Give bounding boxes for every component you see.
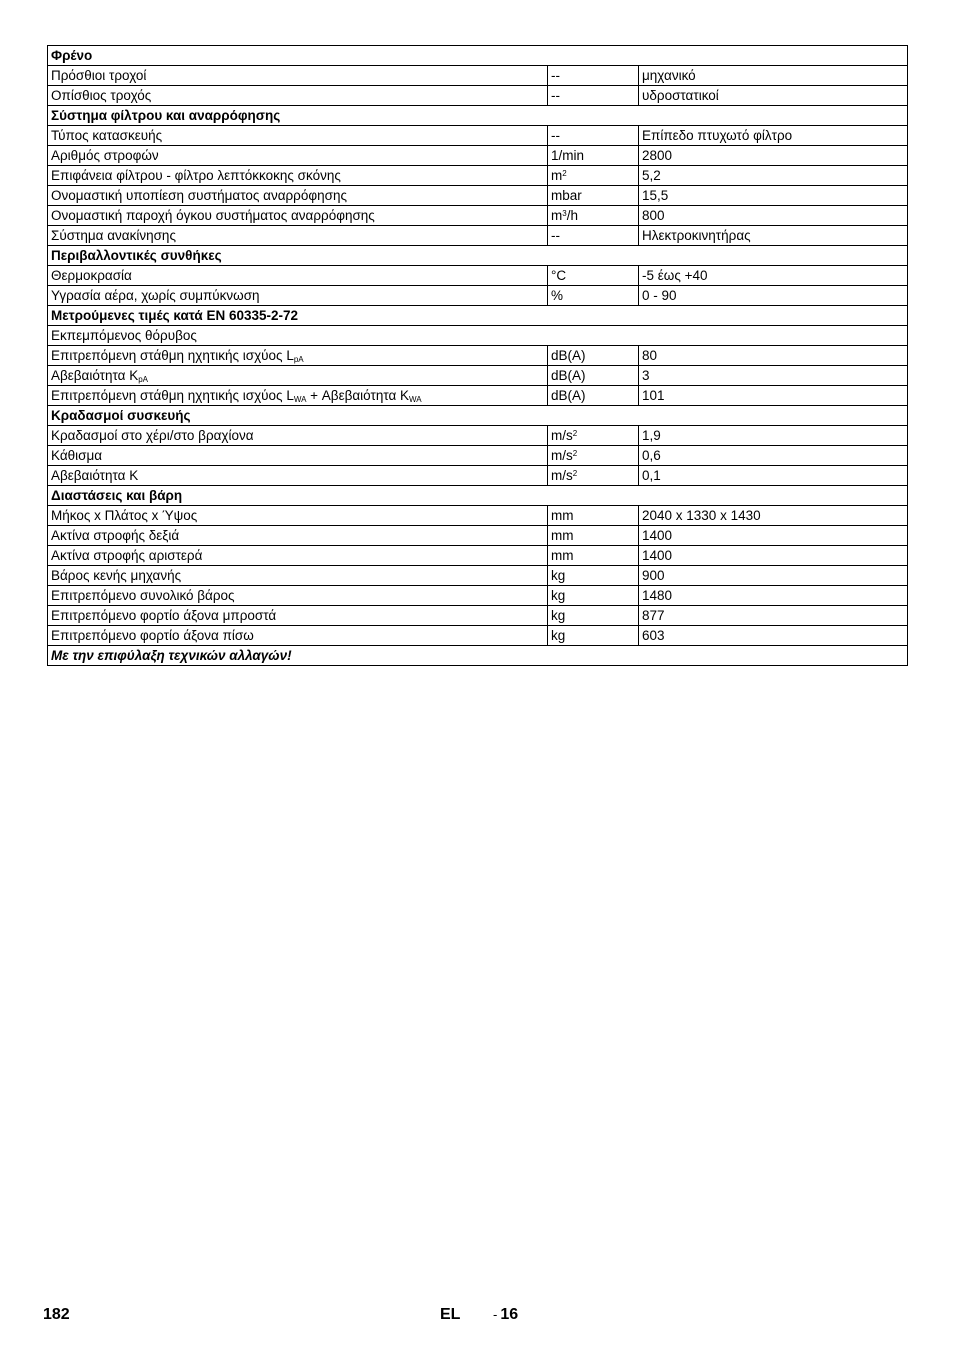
unit-cell	[548, 506, 639, 526]
unit-label: mm	[551, 508, 574, 523]
table-row	[48, 546, 908, 566]
table-row	[48, 246, 908, 266]
unit-cell	[548, 346, 639, 366]
superscript: 2	[572, 469, 578, 478]
parameter-label: Αβεβαιότητα K	[51, 368, 139, 383]
table-row	[48, 626, 908, 646]
subscript: pA	[138, 375, 149, 384]
table-row	[48, 126, 908, 146]
table-row	[48, 406, 908, 426]
parameter-label: Επιτρεπόμενο φορτίο άξονα μπροστά	[51, 608, 277, 623]
parameter-cell	[48, 286, 548, 306]
table-row	[48, 306, 908, 326]
language-code: EL	[440, 1306, 461, 1323]
section-page-number	[493, 1306, 518, 1324]
parameter-cell	[48, 66, 548, 86]
value-cell	[639, 286, 908, 306]
parameter-cell	[48, 386, 548, 406]
unit-label: kg	[551, 628, 566, 643]
section-header	[48, 406, 908, 426]
unit-cell	[548, 446, 639, 466]
value-label: 877	[642, 608, 665, 623]
unit-label: m	[551, 208, 563, 223]
unit-label: kg	[551, 568, 566, 583]
value-label: 2800	[642, 148, 673, 163]
value-label: 900	[642, 568, 665, 583]
unit-label: dB(A)	[551, 348, 586, 363]
value-cell	[639, 606, 908, 626]
parameter-label: Επιτρεπόμενη στάθμη ηχητικής ισχύος L	[51, 388, 294, 403]
parameter-label: Ονομαστική παροχή όγκου συστήματος αναρρόφησης	[51, 208, 375, 223]
cell-text: Μετρούμενες τιμές κατά EN 60335-2-72	[51, 308, 299, 323]
value-cell	[639, 126, 908, 146]
section-header	[48, 46, 908, 66]
parameter-label: Επιτρεπόμενο φορτίο άξονα πίσω	[51, 628, 254, 643]
table-row	[48, 446, 908, 466]
table-row	[48, 226, 908, 246]
unit-cell	[548, 226, 639, 246]
unit-label: dB(A)	[551, 368, 586, 383]
parameter-label: Ακτίνα στροφής αριστερά	[51, 548, 203, 563]
parameter-label: Ακτίνα στροφής δεξιά	[51, 528, 180, 543]
table-row	[48, 606, 908, 626]
unit-label: mm	[551, 548, 574, 563]
parameter-cell	[48, 166, 548, 186]
parameter-cell	[48, 606, 548, 626]
parameter-cell	[48, 466, 548, 486]
parameter-label: Αβεβαιότητα K	[51, 468, 139, 483]
value-cell	[639, 366, 908, 386]
superscript: 2	[572, 429, 578, 438]
value-cell	[639, 506, 908, 526]
unit-cell	[548, 466, 639, 486]
parameter-label: Μήκος x Πλάτος x Ύψος	[51, 508, 198, 523]
unit-label: --	[551, 68, 560, 83]
value-label: 603	[642, 628, 665, 643]
value-cell	[639, 386, 908, 406]
parameter-label-cont: + Αβεβαιότητα K	[306, 388, 410, 403]
value-cell	[639, 586, 908, 606]
section-header	[48, 486, 908, 506]
value-label: 1400	[642, 528, 673, 543]
table-row	[48, 326, 908, 346]
parameter-label: Θερμοκρασία	[51, 268, 132, 283]
parameter-cell	[48, 506, 548, 526]
value-cell	[639, 146, 908, 166]
value-label: 5,2	[642, 168, 661, 183]
table-row	[48, 486, 908, 506]
table-row	[48, 466, 908, 486]
table-row	[48, 346, 908, 366]
unit-cell	[548, 206, 639, 226]
table-row	[48, 46, 908, 66]
value-label: 101	[642, 388, 665, 403]
subscript: pA	[293, 355, 304, 364]
unit-cell	[548, 86, 639, 106]
unit-cell	[548, 426, 639, 446]
unit-label: --	[551, 228, 560, 243]
parameter-label: Υγρασία αέρα, χωρίς συμπύκνωση	[51, 288, 260, 303]
unit-cell	[548, 606, 639, 626]
superscript: 2	[572, 449, 578, 458]
value-label: μηχανικό	[642, 68, 696, 83]
value-label: 15,5	[642, 188, 669, 203]
value-cell	[639, 426, 908, 446]
parameter-label: Αριθμός στροφών	[51, 148, 159, 163]
table-row	[48, 366, 908, 386]
unit-label-cont: /h	[566, 208, 578, 223]
cell-text: Σύστημα φίλτρου και αναρρόφησης	[51, 108, 281, 123]
unit-label: %	[551, 288, 564, 303]
value-cell	[639, 166, 908, 186]
value-label: υδροστατικοί	[642, 88, 719, 103]
parameter-cell	[48, 586, 548, 606]
table-row	[48, 386, 908, 406]
value-cell	[639, 626, 908, 646]
unit-cell	[548, 126, 639, 146]
parameter-label: Οπίσθιος τροχός	[51, 88, 152, 103]
value-label: Επίπεδο πτυχωτό φίλτρο	[642, 128, 793, 143]
table-row	[48, 86, 908, 106]
parameter-cell	[48, 126, 548, 146]
value-cell	[639, 86, 908, 106]
unit-cell	[548, 146, 639, 166]
parameter-cell	[48, 366, 548, 386]
unit-label: mm	[551, 528, 574, 543]
value-label: 2040 x 1330 x 1430	[642, 508, 761, 523]
subscript: WA	[293, 395, 307, 404]
unit-cell	[548, 166, 639, 186]
technical-data-table	[47, 45, 908, 666]
unit-cell	[548, 526, 639, 546]
unit-cell	[548, 546, 639, 566]
parameter-label: Ονομαστική υποπίεση συστήματος αναρρόφησης	[51, 188, 347, 203]
parameter-cell	[48, 346, 548, 366]
parameter-cell	[48, 626, 548, 646]
parameter-label: Επιφάνεια φίλτρου - φίλτρο λεπτόκκοκης σκόνης	[51, 168, 341, 183]
value-label: 1400	[642, 548, 673, 563]
subscript: WA	[409, 395, 422, 404]
unit-label: m/s	[551, 448, 573, 463]
unit-label: m/s	[551, 428, 573, 443]
value-label: 1,9	[642, 428, 661, 443]
table-row	[48, 586, 908, 606]
value-label: 800	[642, 208, 665, 223]
footer-dash: -	[493, 1307, 498, 1322]
cell-text: Διαστάσεις και βάρη	[51, 488, 183, 503]
value-cell	[639, 446, 908, 466]
value-cell	[639, 546, 908, 566]
parameter-cell	[48, 86, 548, 106]
value-cell	[639, 226, 908, 246]
table-row	[48, 426, 908, 446]
unit-cell	[548, 386, 639, 406]
parameter-cell	[48, 526, 548, 546]
value-label: 3	[642, 368, 650, 383]
unit-cell	[548, 366, 639, 386]
unit-cell	[548, 286, 639, 306]
value-label: 80	[642, 348, 658, 363]
parameter-cell	[48, 426, 548, 446]
table-row	[48, 106, 908, 126]
table-row	[48, 66, 908, 86]
value-label: 0,6	[642, 448, 661, 463]
unit-label: °C	[551, 268, 567, 283]
value-label: 0 - 90	[642, 288, 677, 303]
value-label: 1480	[642, 588, 673, 603]
unit-label: kg	[551, 588, 566, 603]
value-cell	[639, 66, 908, 86]
footnote	[48, 646, 908, 666]
table-row	[48, 146, 908, 166]
unit-cell	[548, 626, 639, 646]
parameter-cell	[48, 566, 548, 586]
superscript: 3	[562, 209, 567, 218]
table-row	[48, 206, 908, 226]
section-header	[48, 106, 908, 126]
cell-text: Κραδασμοί συσκευής	[51, 408, 191, 423]
cell-text: Εκπεμπόμενος θόρυβος	[51, 328, 197, 343]
value-label: Ηλεκτροκινητήρας	[642, 228, 751, 243]
subheading-cell	[48, 326, 908, 346]
parameter-label: Κραδασμοί στο χέρι/στο βραχίονα	[51, 428, 254, 443]
value-cell	[639, 566, 908, 586]
parameter-label: Τύπος κατασκευής	[51, 128, 163, 143]
value-cell	[639, 466, 908, 486]
unit-label: dB(A)	[551, 388, 586, 403]
value-cell	[639, 186, 908, 206]
unit-cell	[548, 586, 639, 606]
unit-cell	[548, 186, 639, 206]
value-cell	[639, 526, 908, 546]
unit-label: --	[551, 88, 560, 103]
table-row	[48, 566, 908, 586]
page-number: 182	[43, 1306, 70, 1323]
unit-label: m	[551, 168, 563, 183]
unit-label: kg	[551, 608, 566, 623]
unit-cell	[548, 66, 639, 86]
table-row	[48, 506, 908, 526]
superscript: 2	[562, 169, 567, 178]
parameter-label: Επιτρεπόμενη στάθμη ηχητικής ισχύος L	[51, 348, 294, 363]
table-row	[48, 286, 908, 306]
parameter-cell	[48, 226, 548, 246]
value-label: -5 έως +40	[642, 268, 708, 283]
section-header	[48, 246, 908, 266]
parameter-cell	[48, 206, 548, 226]
parameter-label: Κάθισμα	[51, 448, 103, 463]
unit-label: m/s	[551, 468, 573, 483]
parameter-label: Πρόσθιοι τροχοί	[51, 68, 147, 83]
parameter-cell	[48, 446, 548, 466]
parameter-cell	[48, 146, 548, 166]
parameter-label: Επιτρεπόμενο συνολικό βάρος	[51, 588, 235, 603]
section-page: 16	[500, 1306, 519, 1323]
unit-label: --	[551, 128, 560, 143]
parameter-cell	[48, 266, 548, 286]
table-row	[48, 186, 908, 206]
unit-label: 1/min	[551, 148, 585, 163]
value-cell	[639, 206, 908, 226]
value-label: 0,1	[642, 468, 661, 483]
cell-text: Περιβαλλοντικές συνθήκες	[51, 248, 222, 263]
section-header	[48, 306, 908, 326]
table-row	[48, 266, 908, 286]
cell-text: Φρένο	[51, 48, 93, 63]
value-cell	[639, 346, 908, 366]
parameter-cell	[48, 546, 548, 566]
parameter-cell	[48, 186, 548, 206]
unit-cell	[548, 266, 639, 286]
parameter-label: Βάρος κενής μηχανής	[51, 568, 182, 583]
table-row	[48, 646, 908, 666]
cell-text: Με την επιφύλαξη τεχνικών αλλαγών!	[51, 648, 292, 663]
unit-label: mbar	[551, 188, 582, 203]
table-row	[48, 526, 908, 546]
parameter-label: Σύστημα ανακίνησης	[51, 228, 176, 243]
unit-cell	[548, 566, 639, 586]
table-row	[48, 166, 908, 186]
value-cell	[639, 266, 908, 286]
